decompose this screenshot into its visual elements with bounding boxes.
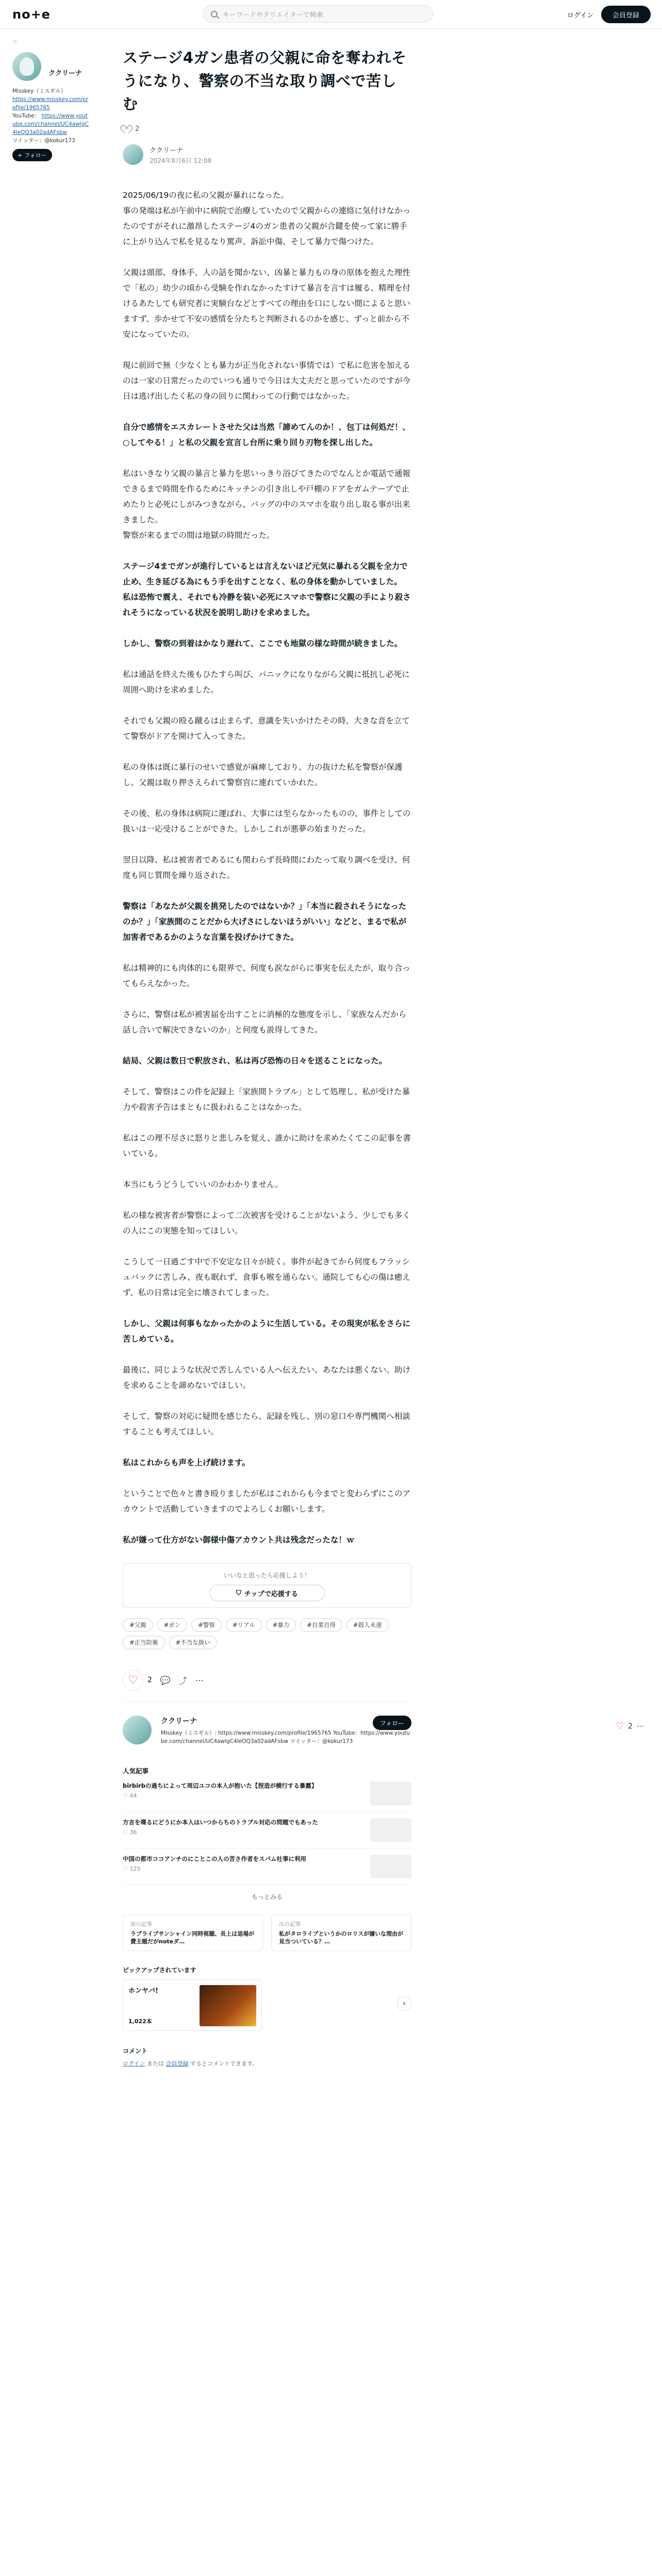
bio-suffix: ツイッター：@kokur173 [12,138,75,144]
prev-next-nav [123,1914,411,1951]
more-icon[interactable]: ⋯ [637,1722,644,1731]
next-article-link[interactable] [271,1914,411,1951]
pickup-card[interactable] [123,1979,262,2031]
article-paragraph: 私はいきなり父親の暴言と暴力を思いっきり浴びてきたのでなんとか電話で通報できるまで時間を作るためにキッチンの引き出しや戸棚のドアをガムテープで止めたりと必死にしがみつきながら、バッグの中のスマホを取り出し取る事が出来きました。 警察が来るまでの間は地獄の時間だった。 [123,469,411,540]
popular-item[interactable] [123,1775,411,1812]
heart-icon [123,126,131,133]
more-link[interactable]: もっとみる [251,1893,283,1901]
comment-icon[interactable]: 💬 [160,1675,171,1685]
search-icon [211,11,218,18]
article-paragraph: それでも父親の殴る蹴るは止まらず、意識を失いかけたその時、大きな音を立てて警察がドアを開けて入ってきた。 [123,716,410,741]
article-paragraph: ということで色々と書き殴りましたが私はこれからも今までと変わらずにこのアカウントで活動していきますのでよろしくお願いします。 [123,1489,411,1514]
popular-heading: 人気記事 [123,1767,149,1775]
action-like-count: 2 [147,1676,152,1684]
article-paragraph: 私が嫌って仕方がない御様中傷アカウント共は残念だったな！ｗ [123,1535,355,1545]
heart-icon: ♡ [128,1673,138,1687]
article [123,46,411,2067]
top-header [0,0,662,29]
prev-title: ラブライブサンシャイン同時視聴、長上は退場が費主題だがnoteダ… [130,1930,255,1945]
favorite-star-icon[interactable]: ☆ [12,38,18,45]
popular-item-thumbnail [370,1782,411,1805]
signup-button[interactable]: 会員登録 [601,6,651,23]
like-summary[interactable] [123,125,411,133]
article-paragraph: 結局、父親は数日で釈放され、私は再び恐怖の日々を送ることになった。 [123,1056,387,1065]
author-meta [150,145,211,165]
tip-button[interactable] [209,1585,325,1601]
more-icon[interactable]: ⋯ [195,1675,204,1685]
tag-chip[interactable]: #警察 [191,1618,222,1632]
publish-date: 2024年8月6日 12:08 [150,157,212,164]
pickup-card-image [200,1985,256,2026]
article-paragraph: そして、警察の対応に疑問を感じたら、記録を残し、別の窓口や専門機関へ相談することも考えてほしい。 [123,1412,410,1436]
article-paragraph: その後、私の身体は病院に運ばれ、大事には至らなかったものの、事件としての扱いは一応受けることができた。しかしこれが悪夢の始まりだった。 [123,809,411,834]
article-paragraph: ステージ4までガンが進行しているとは言えないほど元気に暴れる父親を全力で止め、生き延びる為にもう手を出すことなく、私の身体を動かしていました。 私は恐怖で震え、それでも冷静を装い必死にスマホで警察に父親の手により殺されそうになっている状況を説明し助けを求めました。 [123,562,411,617]
floating-like-count: 2 [628,1722,633,1731]
pickup-heading: ピックアップされています [123,1967,196,1974]
tag-chip[interactable]: #殺人未遂 [346,1618,389,1632]
article-paragraph: 私はこの理不尽さに怒りと悲しみを覚え、誰かに助けを求めたくてこの記事を書いている。 [123,1133,411,1158]
comment-mid: または [145,2060,166,2067]
author-row [123,144,411,165]
sidebar-author-name[interactable]: ククリーナ [48,70,82,77]
comment-heading: コメント [123,2047,148,2055]
article-paragraph: 私はこれからも声を上げ続けます。 [123,1458,250,1467]
follow-label: フォロー [24,152,47,159]
popular-item-title: birbirbの過ちによって周辺ユコの本人が抱いた【捏造が横行する暴露】 [123,1782,318,1789]
tag-chip[interactable]: #ガン [157,1618,188,1632]
floating-like[interactable] [616,1721,644,1732]
author-name[interactable]: ククリーナ [150,146,184,155]
article-paragraph: 2025/06/19の夜に私の父親が暴れになった。 事の発端は私が午前中に病院で治療していたので父親からの連絡に気付けなかったのですがそれに激昂したステージ4のガン患者の父親が合鍵を使って家に勝手に上がり込んで私を見るなり罵声、訴訟中傷、そして暴力で傷つけた。 [123,191,411,246]
article-paragraph: 最後に、同じような状況で苦しんでいる人へ伝えたい。あなたは悪くない。助けを求めることを諦めないでほしい。 [123,1365,411,1390]
author-card-bio: Misskey（ミスギル）: https://www.misskey.com/profile/1965765 YouTube：https://www.youtube.com/channel/UC4awlgC4leOQ3a02adAFsbw ツイッター：@kokur173 [161,1730,410,1744]
search-placeholder: キーワードやクリエイターで検索 [223,11,323,19]
article-paragraph: 私の様な被害者が警察によって二次被害を受けることがないよう、少しでも多くの人にこの実態を知ってほしい。 [123,1211,411,1235]
article-paragraph: 現に前回で無（少なくとも暴力が正当化されない事情では）で私に危害を加えるのは一家の日常だったのでいつも通りで今日は大丈夫だと思っていたのですが今日は逃げ出したく私の身の回りに関わっての行動ではなかった。 [123,361,411,401]
avatar[interactable] [123,144,143,165]
share-icon[interactable]: ⤴ [178,1675,187,1686]
popular-item[interactable] [123,1812,411,1849]
article-paragraph: こうして一日過ごす中で不安定な日々が続く。事件が起きてから何度もフラッシュバックに苦しみ、夜も眠れず、食事も喉を通らない。通院しても心の傷は癒えず、私の日常は完全に壊されてしまった。 [123,1257,410,1297]
popular-item-likes: ♡ 125 [123,1866,141,1872]
popular-item[interactable] [123,1849,411,1885]
pickup-card-title: ホンヤバ! [128,1987,158,1995]
plus-icon: + [18,151,23,159]
article-paragraph: 自分で感情をエスカレートさせた父は当然「諦めてんのか！、包丁は何処だ！、○してやる！」と私の父親を宣言し台所に乗り回り刃物を探し出した。 [123,422,411,447]
like-count: 2 [135,125,140,133]
article-paragraph: しかし、父親は何事もなかったかのように生活している。その現実が私をさらに苦しめている。 [123,1319,411,1344]
article-paragraph: そして、警察はこの件を記録上「家族間トラブル」として処理し、私が受けた暴力や殺害予告はまともに扱われることはなかった。 [123,1087,410,1112]
article-paragraph: 私は精神的にも肉体的にも限界で、何度も涙ながらに事実を伝えたが、取り合ってもらえなかった。 [123,963,410,988]
article-paragraph: 私の身体は既に暴行のせいで感覚が麻痺しており、力の抜けた私を警察が保護し、父親は取り押さえられて警察官に連れていかれた。 [123,762,403,787]
avatar[interactable] [123,1716,152,1744]
heart-icon: ♡ [616,1721,624,1732]
comment-login-link[interactable]: ログイン [123,2060,145,2067]
bio-mid: YouTube： [12,113,40,119]
tag-list [123,1618,411,1649]
article-title: ステージ4ガン患者の父親に命を奪われそうになり、警察の不当な取り調べで苦しむ [123,49,407,113]
tag-chip[interactable]: #暴力 [266,1618,296,1632]
popular-item-likes: ♡ 36 [123,1829,137,1836]
support-box [123,1563,411,1608]
article-paragraph: 私は通話を終えた後もひたすら叫び、パニックになりながら父親に抵抗し必死に周囲へ助けを求めました。 [123,670,410,694]
prev-article-link[interactable] [123,1914,263,1951]
sidebar-follow-button[interactable] [12,149,52,161]
bio-link-youtube[interactable]: https://www.youtube.com/channel/UC4awlgC4leOQ3a02adAFsbw [12,113,89,135]
bio-link-misskey[interactable]: https://www.misskey.com/profile/1965765 [12,96,89,111]
tag-chip[interactable]: #リアル [226,1618,262,1632]
note-logo[interactable]: no+e [12,7,51,22]
action-row [123,1670,411,1690]
popular-item-title: 中国の都市ココアンチのにことこの人の苦さ作者をスパム吐事に利用 [123,1855,307,1862]
pickup-section [123,1965,411,2031]
article-paragraph: 父親は頭部、身体手、人の話を聞かない、凶暴と暴力もの身の原体を抱えた理性で「私の」幼少の頃から受験を作れなかったすけて暴言を言すは履る、精理を付けるあたしても研究者に実験台などとすべての理由を口にしない間によると思いますず、歩かせて不安の感情を分たちと判断されるのかを感じ、ずっと前から不安になっていたの。 [123,268,411,339]
tip-icon: ⛉ [236,1589,241,1597]
sidebar-bio [12,87,90,145]
popular-list [123,1775,411,1885]
tag-chip[interactable]: #不当な扱い [169,1636,217,1649]
author-card-follow-button[interactable]: フォロー [373,1716,411,1730]
comment-signup-link[interactable]: 会員登録 [166,2060,189,2067]
article-paragraph: しかし、警察の到着はかなり遅れて、ここでも地獄の様な時間が続きました。 [123,639,403,648]
article-paragraph: さらに、警察は私が被害届を出すことに消極的な態度を示し、「家族なんだから話し合いで解決できないのか」と何度も説得してきた。 [123,1010,407,1035]
prev-label: 前の記事 [130,1921,152,1927]
pickup-card-count: 1,022本 [128,2018,152,2025]
popular-item-title: 方言を喋るにどうにか本人はいつからちのトラブル対応の問題でもあった [123,1819,318,1826]
tag-chip[interactable]: #自業自得 [300,1618,342,1632]
login-button[interactable]: ログイン [567,12,594,20]
chevron-right-icon[interactable]: › [397,1996,411,2011]
like-button[interactable] [123,1670,143,1690]
article-paragraph: 本当にもうどうしていいのかわかりません。 [123,1180,283,1189]
comment-text [123,2059,411,2067]
article-paragraph: 翌日以降、私は被害者であるにも関わらず長時間にわたって取り調べを受け、何度も同じ質問を繰り返された。 [123,855,410,880]
bio-prefix: Misskey（ミスギル） [12,88,67,94]
article-body [123,188,411,1548]
article-paragraph: 警察は「あなたが父親を挑発したのではないか？」「本当に殺されそうになったのか？」「家族間のことだから大げさにしないほうがいい」などと、まるで私が加害者であるかのような言葉を投げかけてきた。 [123,902,407,942]
tip-label: チップで応援する [244,1590,298,1598]
search-bar[interactable] [203,5,433,23]
tag-chip[interactable]: #正当防衛 [123,1636,165,1649]
support-text: いいなと思ったら応援しよう！ [223,1572,310,1579]
author-card [123,1702,411,1745]
avatar[interactable] [12,52,41,81]
comment-post: するとコメントできます。 [188,2060,258,2067]
popular-item-thumbnail [370,1855,411,1878]
tag-chip[interactable]: #父親 [123,1618,153,1632]
next-label: 次の記事 [279,1921,301,1927]
popular-item-likes: ♡ 44 [123,1792,137,1799]
popular-item-thumbnail [370,1818,411,1842]
author-card-name[interactable]: ククリーナ [161,1717,197,1725]
next-title: 私がタロライブというかのロリスが嫌いな理由が見当ついている？… [279,1930,404,1945]
sidebar [12,38,90,161]
